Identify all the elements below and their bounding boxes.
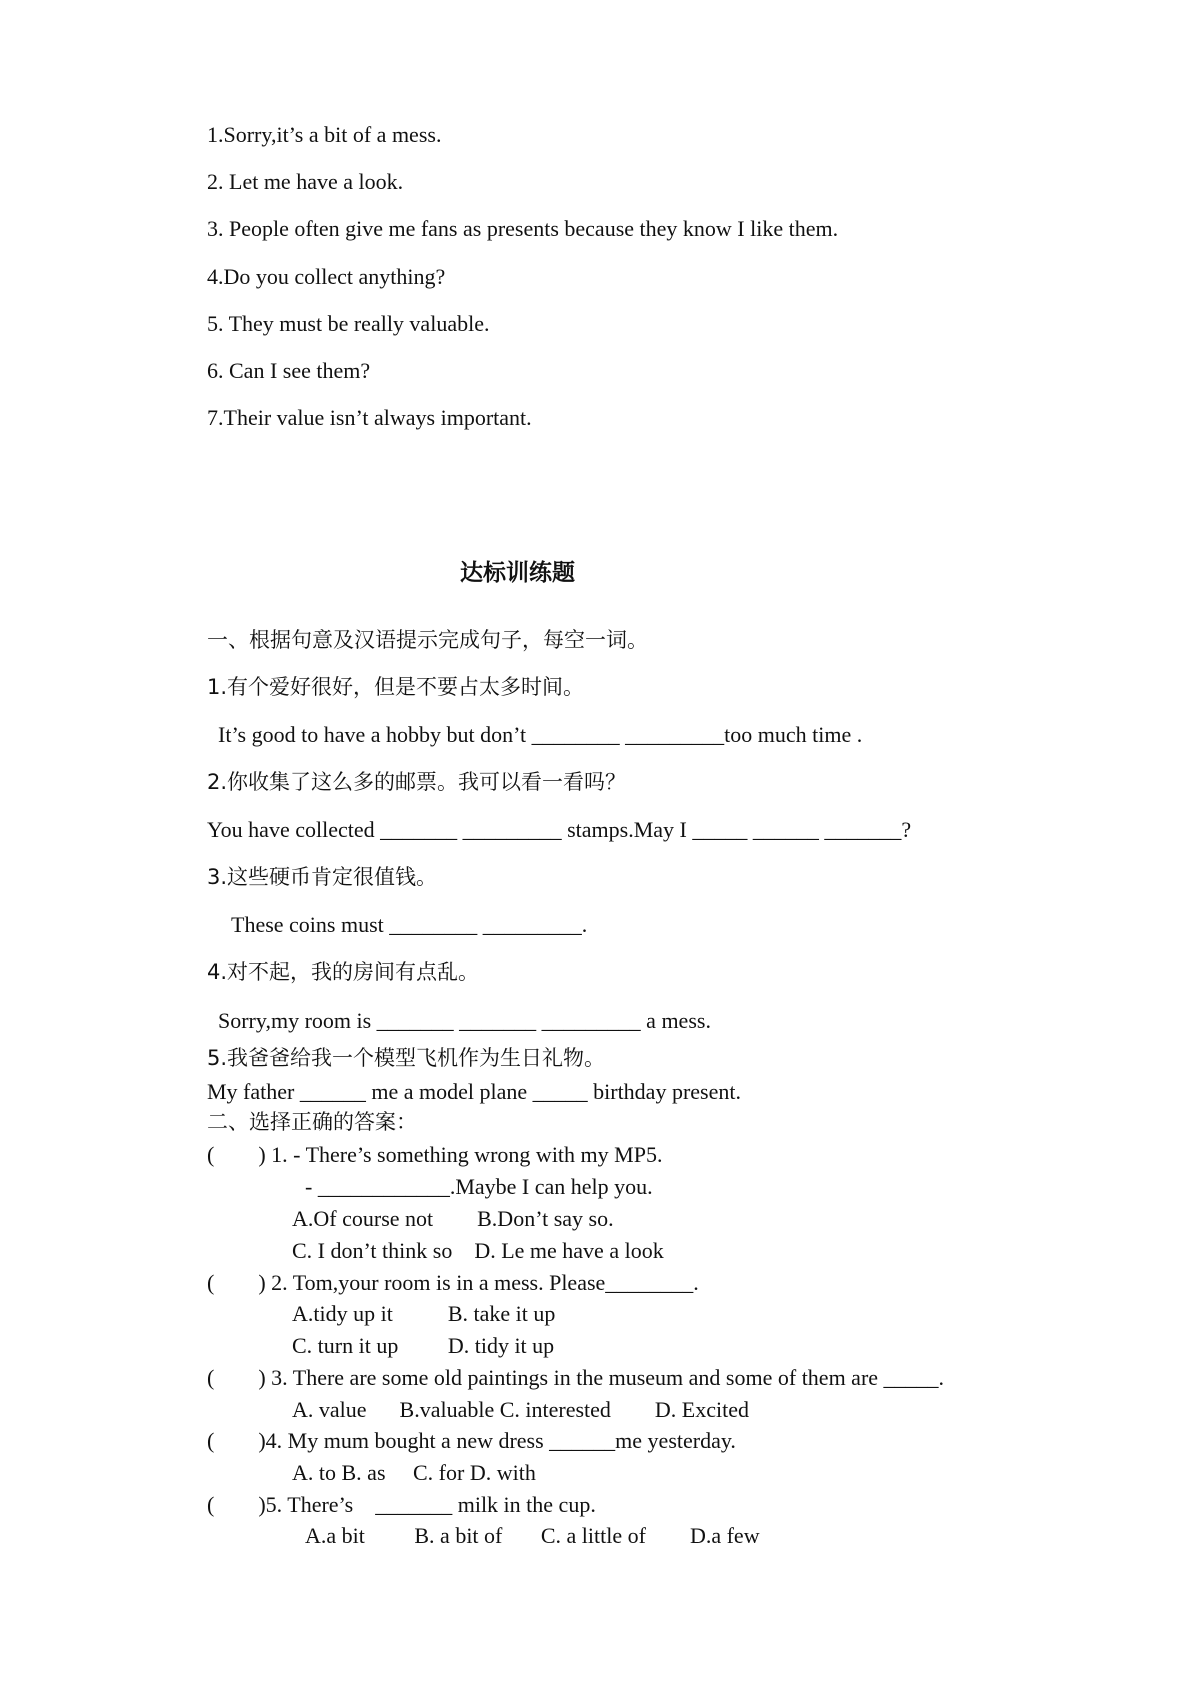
part1-item-1-cn: 1.有个爱好很好，但是不要占太多时间。 [207, 675, 585, 699]
q1-stem: ( ) 1. - There’s something wrong with my MP5. [207, 1142, 663, 1167]
q1-options-1: A.Of course not B.Don’t say so. [292, 1206, 614, 1231]
q3-options-1: A. value B.valuable C. interested D. Excited [292, 1397, 749, 1422]
part1-heading: 一、根据句意及汉语提示完成句子，每空一词。 [207, 628, 648, 652]
part1-item-1-en: It’s good to have a hobby but don’t ________ _________too much time . [218, 722, 863, 747]
part1-item-5-en: My father ______ me a model plane _____ birthday present. [207, 1079, 741, 1104]
part1-item-2-cn: 2.你收集了这么多的邮票。我可以看一看吗？ [207, 770, 627, 794]
part1-item-5-cn: 5.我爸爸给我一个模型飞机作为生日礼物。 [207, 1046, 606, 1070]
sentence-1: 1.Sorry,it’s a bit of a mess. [207, 122, 442, 147]
q3-stem: ( ) 3. There are some old paintings in the museum and some of them are _____. [207, 1365, 945, 1390]
q1-reply: - ____________.Maybe I can help you. [305, 1174, 653, 1199]
sentence-7: 7.Their value isn’t always important. [207, 405, 532, 430]
sentence-6: 6. Can I see them? [207, 358, 371, 383]
sentence-4: 4.Do you collect anything? [207, 264, 446, 289]
part1-item-3-en: These coins must ________ _________. [231, 912, 588, 937]
q2-stem: ( ) 2. Tom,your room is in a mess. Please________. [207, 1270, 699, 1295]
q2-options-1: A.tidy up it B. take it up [292, 1301, 556, 1326]
part1-item-2-en: You have collected _______ _________ stamps.May I _____ ______ _______? [207, 817, 912, 842]
q4-stem: ( )4. My mum bought a new dress ______me yesterday. [207, 1428, 736, 1453]
q2-options-2: C. turn it up D. tidy it up [292, 1333, 555, 1358]
sentence-2: 2. Let me have a look. [207, 169, 404, 194]
q5-options-1: A.a bit B. a bit of C. a little of D.a few [305, 1523, 760, 1548]
q5-stem: ( )5. There’s _______ milk in the cup. [207, 1492, 596, 1517]
part1-item-3-cn: 3.这些硬币肯定很值钱。 [207, 865, 438, 889]
sentence-3: 3. People often give me fans as presents because they know I like them. [207, 216, 839, 241]
part1-item-4-en: Sorry,my room is _______ _______ _________ a mess. [218, 1008, 711, 1033]
part2-heading: 二、选择正确的答案： [207, 1110, 417, 1134]
q1-options-2: C. I don’t think so D. Le me have a look [292, 1238, 664, 1263]
part1-item-4-cn: 4.对不起，我的房间有点乱。 [207, 960, 480, 984]
q4-options-1: A. to B. as C. for D. with [292, 1460, 536, 1485]
sentence-5: 5. They must be really valuable. [207, 311, 490, 336]
section-title: 达标训练题 [460, 560, 575, 586]
